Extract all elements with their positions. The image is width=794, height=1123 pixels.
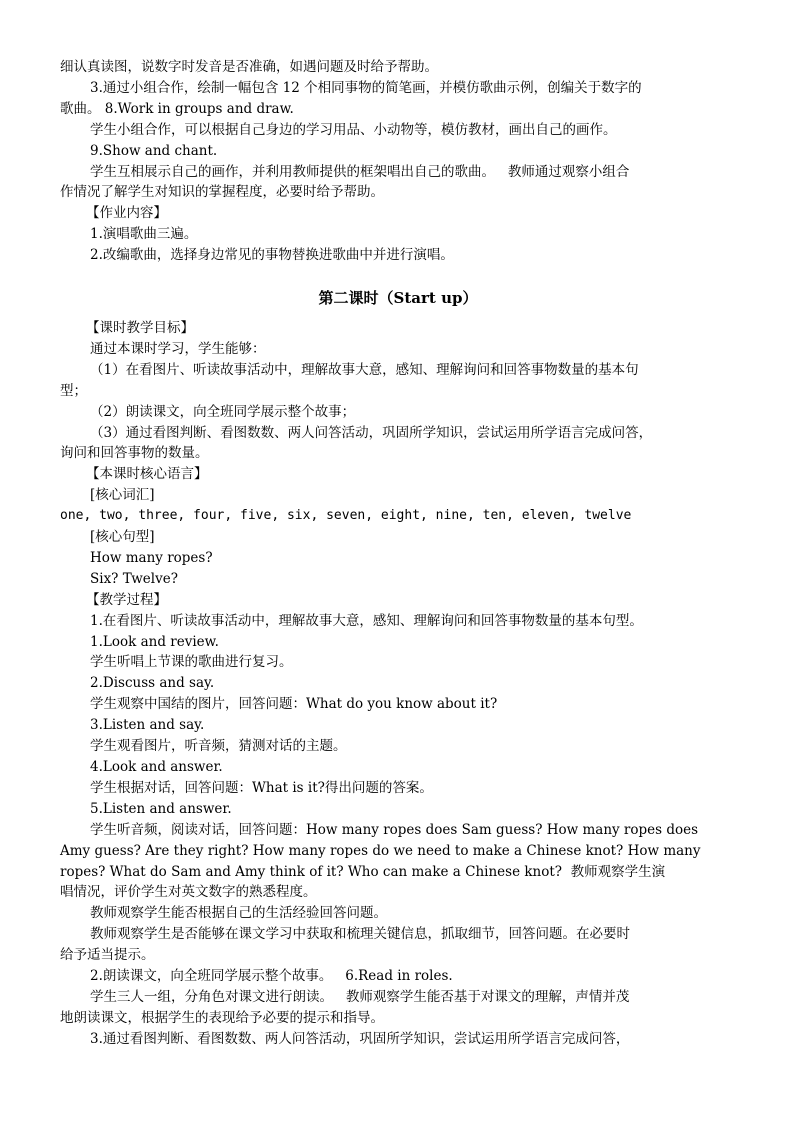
text-line: 学生听唱上节课的歌曲进行复习。 [90,654,293,671]
text-line: （2）朗读课文，向全班同学展示整个故事； [90,403,356,420]
text-line: 给予适当提示。 [60,947,155,964]
text-line: 通过本课时学习，学生能够： [90,340,266,357]
text-line: 学生三人一组，分角色对课文进行朗读。 教师观察学生能否基于对课文的理解，声情并茂 [90,988,630,1005]
lesson-title: 第二课时（Start up） [318,289,478,308]
section-heading: 【本课时核心语言】 [86,466,208,483]
text-line: 学生互相展示自己的画作，并利用教师提供的框架唱出自己的歌曲。 教师通过观察小组合 [90,163,630,180]
text-line: 2.Discuss and say. [90,675,215,692]
text-line: 5.Listen and answer. [90,800,232,817]
text-line: [核心句型] [90,529,155,546]
vocabulary-line: one, two, three, four, five, six, seven, eight, nine, ten, eleven, twelve [60,508,632,524]
text-line: 学生观察中国结的图片，回答问题：What do you know about it? [90,696,498,713]
text-line: 1.在看图片、听读故事活动中，理解故事大意，感知、理解询问和回答事物数量的基本句型。 [90,612,643,629]
text-line: 细认真读图，说数字时发音是否准确，如遇问题及时给予帮助。 [60,59,438,75]
text-line: 3.通过看图判断、看图数数、两人问答活动，巩固所学知识，尝试运用所学语言完成问答， [90,1030,630,1047]
text-line: 型； [60,382,87,399]
text-line: 学生小组合作，可以根据自己身边的学习用品、小动物等，模仿教材，画出自己的画作。 [90,121,617,138]
text-line: [核心词汇] [90,487,155,504]
text-line: 教师观察学生是否能够在课文学习中获取和梳理关键信息，抓取细节，回答问题。在必要时 [90,926,630,943]
text-line: 4.Look and answer. [90,759,223,775]
text-line: 1.Look and review. [90,633,219,650]
text-line: 学生观看图片，听音频，猜测对话的主题。 [90,738,347,755]
text-line: 教师观察学生能否根据自己的生活经验回答问题。 [90,905,387,922]
text-line: Amy guess? Are they right? How many ropes do we need to make a Chinese knot? How many [60,842,701,859]
text-line: 3.通过小组合作，绘制一幅包含 12 个相同事物的简笔画，并模仿歌曲示例，创编关于数字的 [90,79,642,96]
document-page [60,57,736,1050]
text-line: 地朗读课文，根据学生的表现给予必要的提示和指导。 [60,1009,384,1026]
text-line: 2.朗读课文，向全班同学展示整个故事。 6.Read in roles. [90,968,453,985]
text-line: 3.Listen and say. [90,717,205,734]
text-line: 学生根据对话，回答问题：What is it?得出问题的答案。 [90,779,433,796]
text-line: 学生听音频，阅读对话，回答问题：How many ropes does Sam guess? How many ropes does [90,821,699,838]
text-line: Six? Twelve? [90,570,178,587]
section-heading: 【课时教学目标】 [86,319,194,336]
section-heading: 【作业内容】 [86,205,167,222]
text-line: 作情况了解学生对知识的掌握程度，必要时给予帮助。 [60,184,384,201]
text-line: 询问和回答事物的数量。 [60,445,209,462]
text-line: 歌曲。 8.Work in groups and draw. [60,100,294,117]
text-line: 唱情况，评价学生对英文数字的熟悉程度。 [60,884,317,901]
text-line: How many ropes? [90,549,213,566]
text-line: 1.演唱歌曲三遍。 [90,226,198,243]
text-line: （3）通过看图判断、看图数数、两人问答活动，巩固所学知识，尝试运用所学语言完成问答， [90,424,653,441]
text-line: （1）在看图片、听读故事活动中，理解故事大意，感知、理解询问和回答事物数量的基本句 [90,361,639,378]
text-line: 9.Show and chant. [90,142,218,159]
text-line: ropes? What do Sam and Amy think of it? Who can make a Chinese knot? 教师观察学生演 [60,863,666,880]
section-heading: 【教学过程】 [86,591,167,608]
text-line: 2.改编歌曲，选择身边常见的事物替换进歌曲中并进行演唱。 [90,247,454,264]
